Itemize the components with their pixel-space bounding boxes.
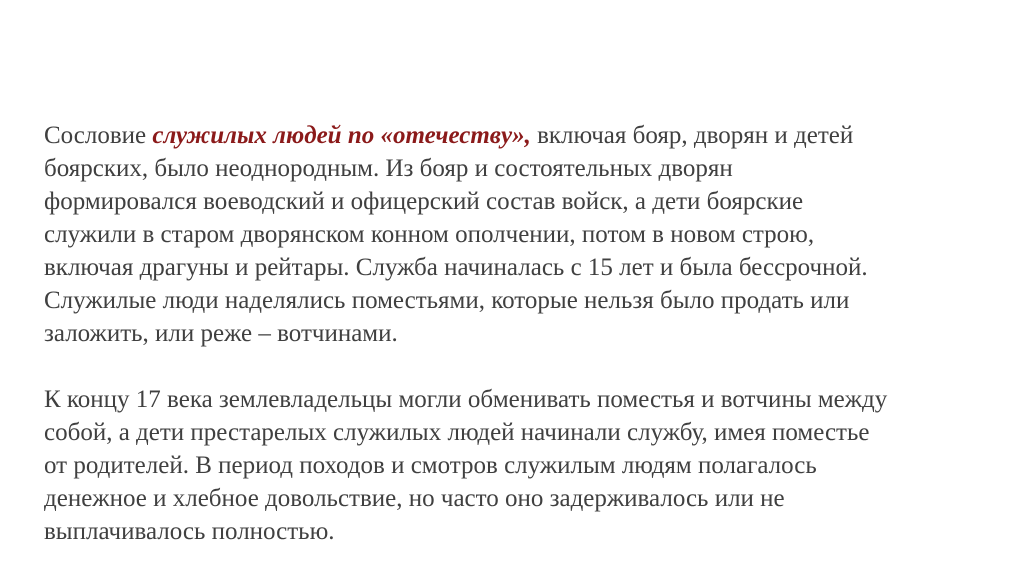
paragraph-1 (44, 119, 994, 350)
paragraph-1-line-3: формировался воеводский и офицерский состав войск, а дети боярские (44, 188, 804, 215)
highlighted-term: служилых людей по «отечеству», (152, 122, 531, 149)
slide-body-text (44, 119, 994, 548)
paragraph-2 (44, 383, 994, 548)
paragraph-2-line-3: от родителей. В период походов и смотров служилым людям полагалось (44, 452, 817, 479)
paragraph-1-line-5: включая драгуны и рейтары. Служба начиналась с 15 лет и была бессрочной. (44, 254, 868, 281)
paragraph-2-line-4: денежное и хлебное довольствие, но часто оно задерживалось или не (44, 485, 785, 512)
line-1-end: включая бояр, дворян и детей (530, 122, 854, 149)
paragraph-2-line-2: собой, а дети престарелых служилых людей начинали службу, имея поместье (44, 419, 870, 446)
paragraph-1-line-7: заложить, или реже – вотчинами. (44, 320, 398, 347)
line-1-start: Сословие (44, 122, 153, 149)
paragraph-1-line-1 (44, 119, 994, 152)
paragraph-1-line-6: Служилые люди наделялись поместьями, которые нельзя было продать или (44, 287, 850, 314)
paragraph-1-line-2: боярских, было неоднородным. Из бояр и состоятельных дворян (44, 155, 733, 182)
paragraph-2-line-5: выплачивалось полностью. (44, 518, 335, 545)
paragraph-2-line-1: К концу 17 века землевладельцы могли обменивать поместья и вотчины между (44, 386, 888, 413)
paragraph-gap (44, 350, 994, 383)
paragraph-1-line-4: служили в старом дворянском конном ополчении, потом в новом строю, (44, 221, 815, 248)
